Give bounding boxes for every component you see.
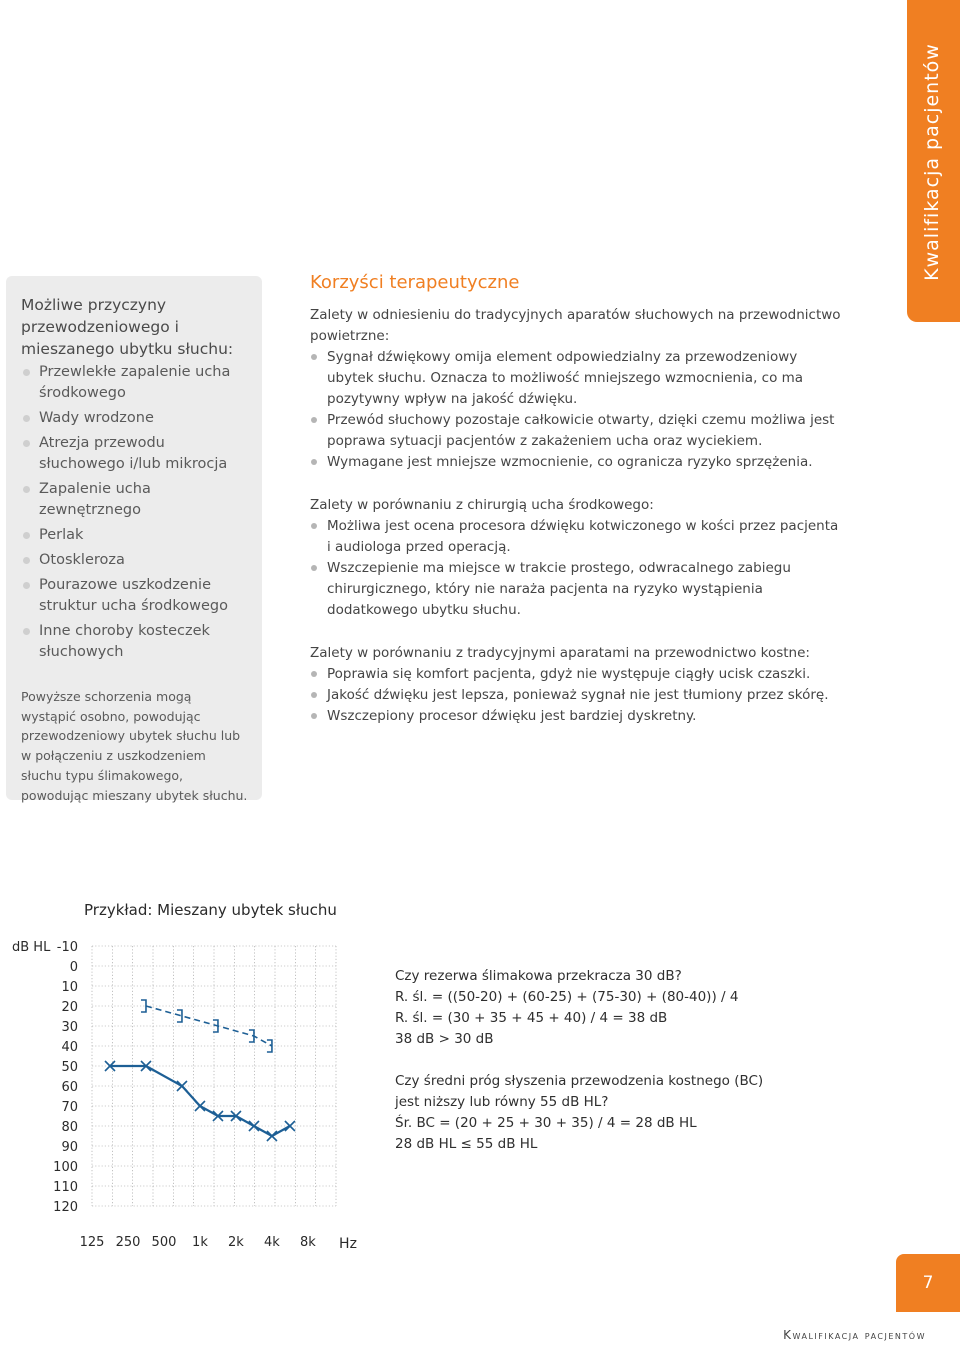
bullet-icon — [23, 369, 30, 376]
section-intro: Zalety w porównaniu z tradycyjnymi aparatami na przewodnictwo kostne: — [310, 645, 810, 661]
list-item: Perlak — [21, 525, 248, 546]
x-marker-point — [249, 1121, 259, 1131]
bullet-icon — [23, 532, 30, 539]
bullet-icon — [311, 459, 317, 465]
list-item: Zapalenie ucha zewnętrznego — [21, 479, 248, 521]
page-number: 7 — [922, 1273, 934, 1293]
list-item: Przewód słuchowy pozostaje całkowicie otwarty, dzięki czemu możliwa jest poprawa sytuacji pacjentów z zakażeniem ucha oraz wyciekiem. — [310, 410, 845, 452]
bullet-icon — [23, 582, 30, 589]
list-item: Wady wrodzone — [21, 408, 248, 429]
causes-list — [21, 362, 248, 663]
bullet-icon — [311, 417, 317, 423]
bullet-icon — [23, 557, 30, 564]
question-1: Czy rezerwa ślimakowa przekracza 30 dB? — [395, 968, 682, 984]
calc-line: 28 dB HL ≤ 55 dB HL — [395, 1136, 538, 1152]
y-tick-label: 100 — [53, 1160, 78, 1175]
x-marker-point — [267, 1131, 277, 1141]
y-tick-label: 30 — [61, 1020, 78, 1035]
section-intro: Zalety w porównaniu z chirurgią ucha środkowego: — [310, 497, 654, 513]
footer-label: Kwalifikacja pacjentów — [783, 1328, 926, 1342]
question-2: Czy średni próg słyszenia przewodzenia kostnego (BC) — [395, 1073, 764, 1089]
y-tick-label: 60 — [61, 1080, 78, 1095]
list-item: Inne choroby kosteczek słuchowych — [21, 621, 248, 663]
bullet-icon — [23, 440, 30, 447]
list-item: Sygnał dźwiękowy omija element odpowiedzialny za przewodzeniowy ubytek słuchu. Oznacza to możliwość mniejszego wzmocnienia, co ma pozytywny wpływ na jakość dźwięku. — [310, 347, 845, 410]
list-item: Jakość dźwięku jest lepsza, ponieważ sygnał nie jest tłumiony przez skórę. — [310, 685, 845, 706]
x-tick-label: 1k — [192, 1235, 208, 1250]
bullet-icon — [23, 415, 30, 422]
list-item: Wymagane jest mniejsze wzmocnienie, co ogranicza ryzyko sprzężenia. — [310, 452, 845, 473]
x-tick-label: 8k — [300, 1235, 316, 1250]
bullet-icon — [311, 565, 317, 571]
y-tick-label: 80 — [61, 1120, 78, 1135]
question-2-cont: jest niższy lub równy 55 dB HL? — [395, 1094, 609, 1110]
list-item: Otoskleroza — [21, 550, 248, 571]
list-item: Atrezja przewodu słuchowego i/lub mikrocja — [21, 433, 248, 475]
audiogram-chart — [0, 930, 380, 1260]
causes-note: Powyższe schorzenia mogą wystąpić osobno, powodując przewodzeniowy ubytek słuchu lub w połączeniu z uszkodzeniem słuchu typu ślimakowego, powodując mieszany ubytek słuchu. — [21, 689, 248, 803]
calc-line: R. śl. = (30 + 35 + 45 + 40) / 4 = 38 dB — [395, 1010, 668, 1026]
y-tick-label: 40 — [61, 1040, 78, 1055]
calculation-block — [395, 966, 795, 1155]
x-tick-label: 2k — [228, 1235, 244, 1250]
bracket-marker-point — [249, 1030, 254, 1042]
example-title: Przykład: Mieszany ubytek słuchu — [84, 901, 337, 919]
y-tick-label: 20 — [61, 1000, 78, 1015]
y-tick-label: 90 — [61, 1140, 78, 1155]
x-marker-point — [195, 1101, 205, 1111]
calc-line: Śr. BC = (20 + 25 + 30 + 35) / 4 = 28 dB HL — [395, 1115, 697, 1131]
y-tick-label: 50 — [61, 1060, 78, 1075]
y-axis-label: dB HL — [12, 940, 51, 955]
bullet-icon — [311, 692, 317, 698]
x-tick-label: 125 — [79, 1235, 105, 1250]
y-tick-label: 120 — [53, 1200, 78, 1215]
causes-box — [6, 276, 262, 803]
calc-line: R. śl. = ((50-20) + (60-25) + (75-30) + (80-40)) / 4 — [395, 989, 739, 1005]
list-item: Poprawia się komfort pacjenta, gdyż nie występuje ciągły ucisk czaszki. — [310, 664, 845, 685]
x-axis-label: Hz — [339, 1236, 357, 1252]
bullet-icon — [23, 628, 30, 635]
y-tick-label: 110 — [53, 1180, 78, 1195]
x-tick-label: 500 — [151, 1235, 177, 1250]
benefits-list — [310, 516, 845, 621]
y-tick-label: -10 — [56, 940, 78, 955]
bullet-icon — [311, 671, 317, 677]
causes-heading: Możliwe przyczyny przewodzeniowego i mieszanego ubytku słuchu: — [21, 296, 234, 358]
y-tick-label: 70 — [61, 1100, 78, 1115]
list-item: Pourazowe uszkodzenie struktur ucha środkowego — [21, 575, 248, 617]
benefits-list — [310, 664, 845, 727]
benefits-title: Korzyści terapeutyczne — [310, 272, 520, 293]
calc-line: 38 dB > 30 dB — [395, 1031, 494, 1047]
bullet-icon — [311, 523, 317, 529]
benefits-list — [310, 347, 845, 473]
section-tab-label: Kwalifikacja pacjentów — [921, 43, 943, 281]
list-item: Wszczepienie ma miejsce w trakcie prostego, odwracalnego zabiegu chirurgicznego, który nie naraża pacjenta na ryzyko wystąpienia dodatkowego ubytku słuchu. — [310, 558, 845, 621]
air-conduction-line — [110, 1066, 290, 1136]
list-item: Wszczepiony procesor dźwięku jest bardziej dyskretny. — [310, 706, 845, 727]
list-item: Możliwa jest ocena procesora dźwięku kotwiczonego w kości przez pacjenta i audiologa przed operacją. — [310, 516, 845, 558]
y-tick-label: 10 — [61, 980, 78, 995]
section-intro: Zalety w odniesieniu do tradycyjnych aparatów słuchowych na przewodnictwo powietrzne: — [310, 307, 841, 344]
list-item: Przewlekłe zapalenie ucha środkowego — [21, 362, 248, 404]
x-tick-label: 250 — [115, 1235, 141, 1250]
bracket-marker-point — [267, 1040, 272, 1052]
benefits-section — [310, 270, 845, 727]
bullet-icon — [311, 354, 317, 360]
bullet-icon — [311, 713, 317, 719]
bullet-icon — [23, 486, 30, 493]
x-tick-label: 4k — [264, 1235, 280, 1250]
x-marker-point — [285, 1121, 295, 1131]
y-tick-label: 0 — [69, 960, 78, 975]
